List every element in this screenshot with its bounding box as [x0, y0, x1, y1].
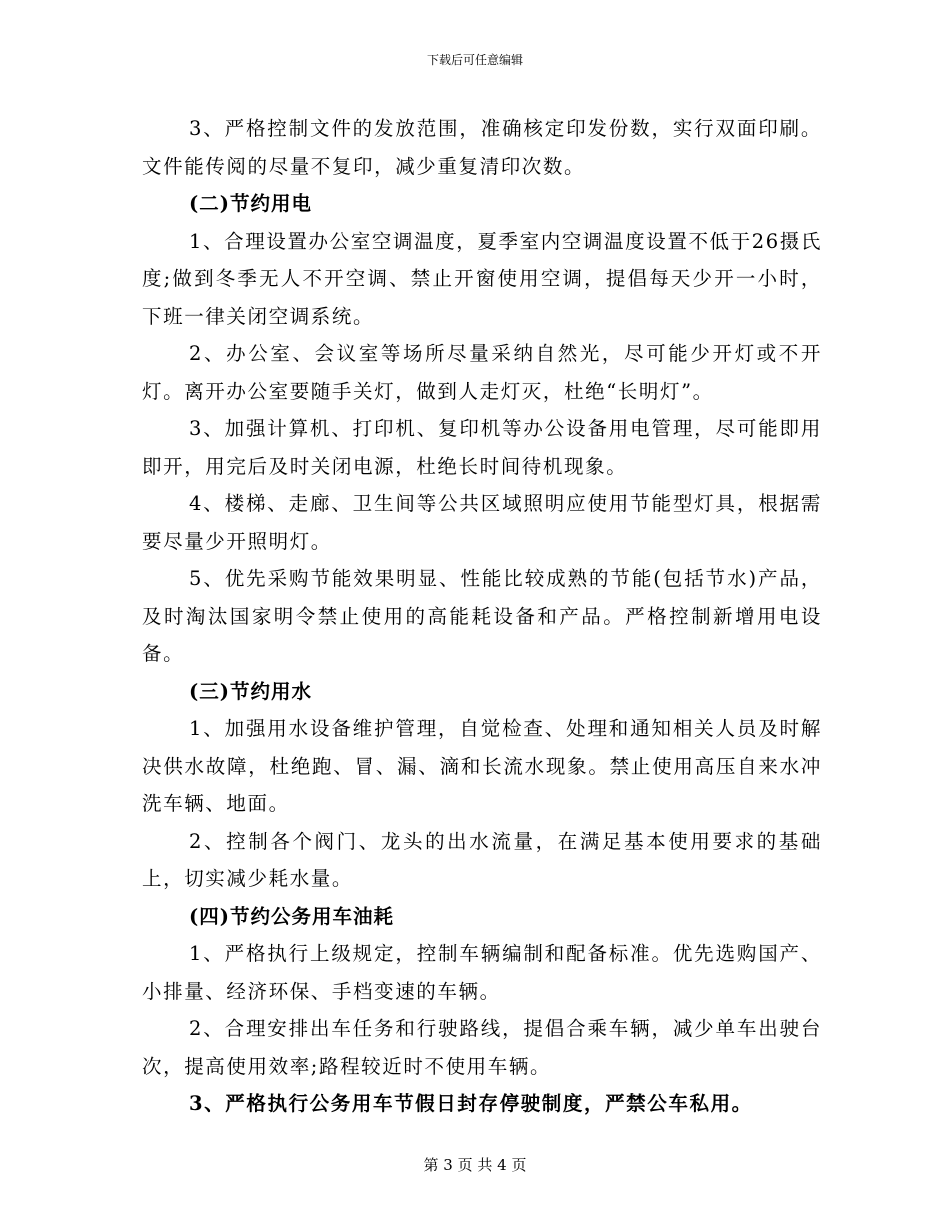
paragraph-vehicle-routing: 2、合理安排出车任务和行驶路线，提倡合乘车辆，减少单车出驶台次，提高使用效率;路程较近时不使用车辆。: [142, 1017, 822, 1078]
paragraph-water-flow: 2、控制各个阀门、龙头的出水流量，在满足基本使用要求的基础上，切实减少耗水量。: [142, 829, 822, 890]
paragraph-energy-saving-products: 5、优先采购节能效果明显、性能比较成熟的节能(包括节水)产品，及时淘汰国家明令禁止使用的高能耗设备和产品。严格控制新增用电设备。: [142, 567, 822, 665]
paragraph-public-lighting: 4、楼梯、走廊、卫生间等公共区域照明应使用节能型灯具，根据需要尽量少开照明灯。: [142, 492, 822, 553]
paragraph-air-conditioning: 1、合理设置办公室空调温度，夏季室内空调温度设置不低于26摄氏度;做到冬季无人不开空调、禁止开窗使用空调，提倡每天少开一小时，下班一律关闭空调系统。: [142, 229, 822, 328]
page-footer: 第 3 页 共 4 页: [423, 1156, 527, 1174]
paragraph-print-scope: 3、严格控制文件的发放范围，准确核定印发份数，实行双面印刷。文件能传阅的尽量不复印，减少重复清印次数。: [142, 117, 822, 178]
paragraph-lighting: 2、办公室、会议室等场所尽量采纳自然光，尽可能少开灯或不开灯。离开办公室要随手关灯，做到人走灯灭，杜绝“长明灯”。: [142, 342, 822, 403]
paragraph-vehicle-standards: 1、严格执行上级规定，控制车辆编制和配备标准。优先选购国产、小排量、经济环保、手档变速的车辆。: [142, 942, 822, 1003]
paragraph-vehicle-holiday-rule: 3、严格执行公务用车节假日封存停驶制度，严禁公车私用。: [189, 1092, 753, 1115]
section-heading-vehicle-fuel: (四)节约公务用车油耗: [189, 904, 394, 928]
document-body: [142, 110, 822, 1123]
section-heading-electricity: (二)节约用电: [189, 192, 312, 215]
paragraph-office-equipment: 3、加强计算机、打印机、复印机等办公设备用电管理，尽可能即用即开，用完后及时关闭电源，杜绝长时间待机现象。: [142, 417, 822, 478]
paragraph-water-equipment: 1、加强用水设备维护管理，自觉检查、处理和通知相关人员及时解决供水故障，杜绝跑、冒、漏、滴和长流水现象。禁止使用高压自来水冲洗车辆、地面。: [142, 717, 822, 815]
section-heading-water: (三)节约用水: [189, 679, 312, 703]
page-header: 下载后可任意编辑: [426, 53, 523, 67]
